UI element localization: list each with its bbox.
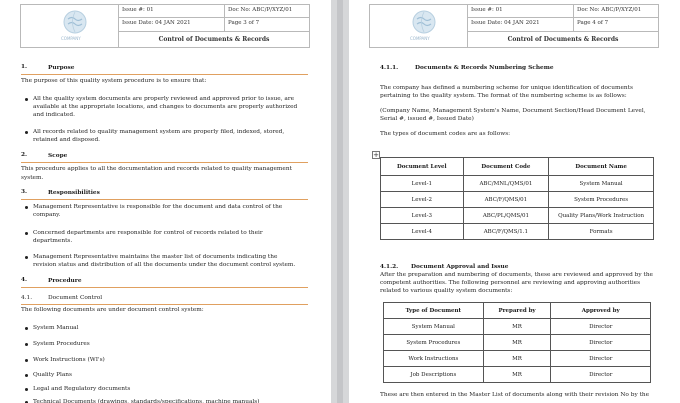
table-cell: System Manual <box>384 319 484 335</box>
document-codes-table <box>380 157 654 240</box>
bullet-icon <box>25 388 28 391</box>
resp-bullet-2-line-2: departments. <box>33 238 73 244</box>
company-logo <box>370 5 468 47</box>
table-move-handle-icon[interactable]: + <box>373 151 379 159</box>
controlled-doc-item: Work Instructions (WI's) <box>33 357 105 363</box>
doc-number: Doc No: ABC/P/XYZ/01 <box>574 5 658 18</box>
document-page-3 <box>0 0 331 403</box>
table-cell: MR <box>483 367 551 383</box>
bullet-icon <box>25 232 28 235</box>
purpose-bullet-1-line-1: All the quality system documents are properly reviewed and approved prior to issue, are <box>33 96 295 102</box>
issue-date: Issue Date: 04 JAN 2021 <box>468 18 574 32</box>
table-cell: System Procedures <box>384 335 484 351</box>
page-header <box>369 4 659 48</box>
table-cell: MR <box>483 319 551 335</box>
table-cell: Director <box>551 367 651 383</box>
table-cell: ABC/PL/QMS/01 <box>463 208 549 224</box>
section-heading-scope: Scope <box>48 153 68 159</box>
globe-logo-icon <box>63 10 87 34</box>
subsection-heading-approval: Document Approval and Issue <box>411 264 509 270</box>
table-cell: System Procedures <box>549 192 654 208</box>
column-header: Document Code <box>463 158 549 176</box>
table-row <box>381 224 654 240</box>
approval-line-3: related to various quality system documents: <box>380 288 513 294</box>
purpose-bullet-2-line-1: All records related to quality management system are properly filed, indexed, stored, <box>33 129 285 135</box>
approval-tail-line: These are then entered in the Master List of documents along with their revision No by the <box>380 392 650 398</box>
controlled-doc-item: System Procedures <box>33 341 90 347</box>
issue-date: Issue Date: 04 JAN 2021 <box>119 18 225 32</box>
heading-rule <box>21 162 308 163</box>
document-control-intro: The following documents are under document control system: <box>21 307 204 313</box>
bullet-icon <box>25 206 28 209</box>
table-cell: ABC/F/QMS/01 <box>463 192 549 208</box>
page-number: Page 3 of 7 <box>225 18 309 32</box>
bullet-icon <box>25 98 28 101</box>
resp-bullet-3-line-1: Management Representative maintains the master list of documents indicating the <box>33 254 278 260</box>
controlled-doc-item: Legal and Regulatory documents <box>33 386 131 392</box>
table-cell: MR <box>483 335 551 351</box>
table-cell: Formats <box>549 224 654 240</box>
approval-line-2: competent authorities. The following personnel are reviewing and approving authorities <box>380 280 641 286</box>
controlled-doc-item: Technical Documents (drawings, standards/specifications, machine manuals) <box>33 399 260 403</box>
document-title: Control of Documents & Records <box>507 36 619 43</box>
table-row <box>381 192 654 208</box>
table-row <box>384 367 651 383</box>
table-cell: Level-3 <box>381 208 464 224</box>
subsection-number: 4.1.1. <box>380 65 399 71</box>
scope-line-1: This procedure applies to all the documentation and records related to quality management <box>21 166 292 172</box>
column-header: Document Level <box>381 158 464 176</box>
bullet-icon <box>25 327 28 330</box>
table-cell: Director <box>551 319 651 335</box>
company-logo <box>21 5 119 47</box>
table-row <box>381 208 654 224</box>
resp-bullet-1-line-2: company. <box>33 212 61 218</box>
table-cell: Level-2 <box>381 192 464 208</box>
heading-rule <box>21 287 308 288</box>
page-header <box>20 4 310 48</box>
purpose-bullet-1-line-3: and indicated. <box>33 112 75 118</box>
column-header: Document Name <box>549 158 654 176</box>
subsection-heading-numbering-scheme: Documents & Records Numbering Scheme <box>415 65 554 71</box>
column-header: Approved by <box>551 303 651 319</box>
table-cell: Work Instructions <box>384 351 484 367</box>
subsection-number: 4.1. <box>21 295 33 301</box>
controlled-doc-item: Quality Plans <box>33 372 73 378</box>
heading-rule <box>21 74 308 75</box>
resp-bullet-2-line-1: Concerned departments are responsible for control of records related to their <box>33 230 263 236</box>
bullet-icon <box>25 131 28 134</box>
document-title: Control of Documents & Records <box>158 36 270 43</box>
table-cell: Level-4 <box>381 224 464 240</box>
logo-text: COMPANY <box>61 36 81 41</box>
section-heading-procedure: Procedure <box>48 278 82 284</box>
logo-text: COMPANY <box>410 36 430 41</box>
table-row <box>381 176 654 192</box>
table-cell: Director <box>551 351 651 367</box>
table-row <box>384 319 651 335</box>
table-cell: Director <box>551 335 651 351</box>
table-cell: Level-1 <box>381 176 464 192</box>
subsection-heading-document-control: Document Control <box>48 295 103 301</box>
subsection-number: 4.1.2. <box>380 264 399 270</box>
purpose-bullet-2-line-2: retained and disposed. <box>33 137 101 143</box>
page-number: Page 4 of 7 <box>574 18 658 32</box>
table-cell: Quality Plans/Work Instruction <box>549 208 654 224</box>
purpose-bullet-1-line-2: available at the appropriate locations, and changes to documents are properly authorized <box>33 104 298 110</box>
numbering-format-line-2: Serial #, issued #, Issued Date) <box>380 116 474 122</box>
table-cell: ABC/MNL/QMS/01 <box>463 176 549 192</box>
heading-rule <box>21 304 308 305</box>
column-header: Type of Document <box>384 303 484 319</box>
purpose-intro: The purpose of this quality system procedure is to ensure that: <box>21 78 207 84</box>
resp-bullet-3-line-2: revision status and distribution of all the documents under the document control system. <box>33 262 296 268</box>
numbering-format-line-1: (Company Name, Management System's Name, Document Section/Head Document Level, <box>380 108 646 114</box>
page-gap <box>331 0 349 403</box>
doc-number: Doc No: ABC/P/XYZ/01 <box>225 5 309 18</box>
doc-codes-intro: The types of document codes are as follows: <box>380 131 511 137</box>
numbering-line-2: pertaining to the quality system. The format of the numbering scheme is as follows: <box>380 93 627 99</box>
table-cell: System Manual <box>549 176 654 192</box>
globe-logo-icon <box>412 10 436 34</box>
bullet-icon <box>25 359 28 362</box>
table-row <box>384 351 651 367</box>
heading-rule <box>21 199 308 200</box>
document-approval-table <box>383 302 651 383</box>
table-cell: MR <box>483 351 551 367</box>
bullet-icon <box>25 343 28 346</box>
vertical-scrollbar[interactable] <box>337 0 343 403</box>
table-cell: Job Descriptions <box>384 367 484 383</box>
section-number: 2. <box>21 152 28 158</box>
section-number: 1. <box>21 64 28 70</box>
bullet-icon <box>25 256 28 259</box>
column-header: Prepared by <box>483 303 551 319</box>
document-page-4 <box>349 0 680 403</box>
issue-number: Issue #: 01 <box>468 5 574 18</box>
section-number: 4. <box>21 277 28 283</box>
approval-line-1: After the preparation and numbering of documents, these are reviewed and approved by the <box>380 272 653 278</box>
numbering-line-1: The company has defined a numbering scheme for unique identification of documents <box>380 85 633 91</box>
table-row <box>384 335 651 351</box>
section-heading-purpose: Purpose <box>48 65 75 71</box>
section-heading-responsibilities: Responsibilities <box>48 190 100 196</box>
bullet-icon <box>25 374 28 377</box>
scope-line-2: system. <box>21 175 44 181</box>
section-number: 3. <box>21 189 28 195</box>
issue-number: Issue #: 01 <box>119 5 225 18</box>
table-cell: ABC/F/QMS/1.1 <box>463 224 549 240</box>
controlled-doc-item: System Manual <box>33 325 79 331</box>
resp-bullet-1-line-1: Management Representative is responsible for the document and data control of the <box>33 204 283 210</box>
